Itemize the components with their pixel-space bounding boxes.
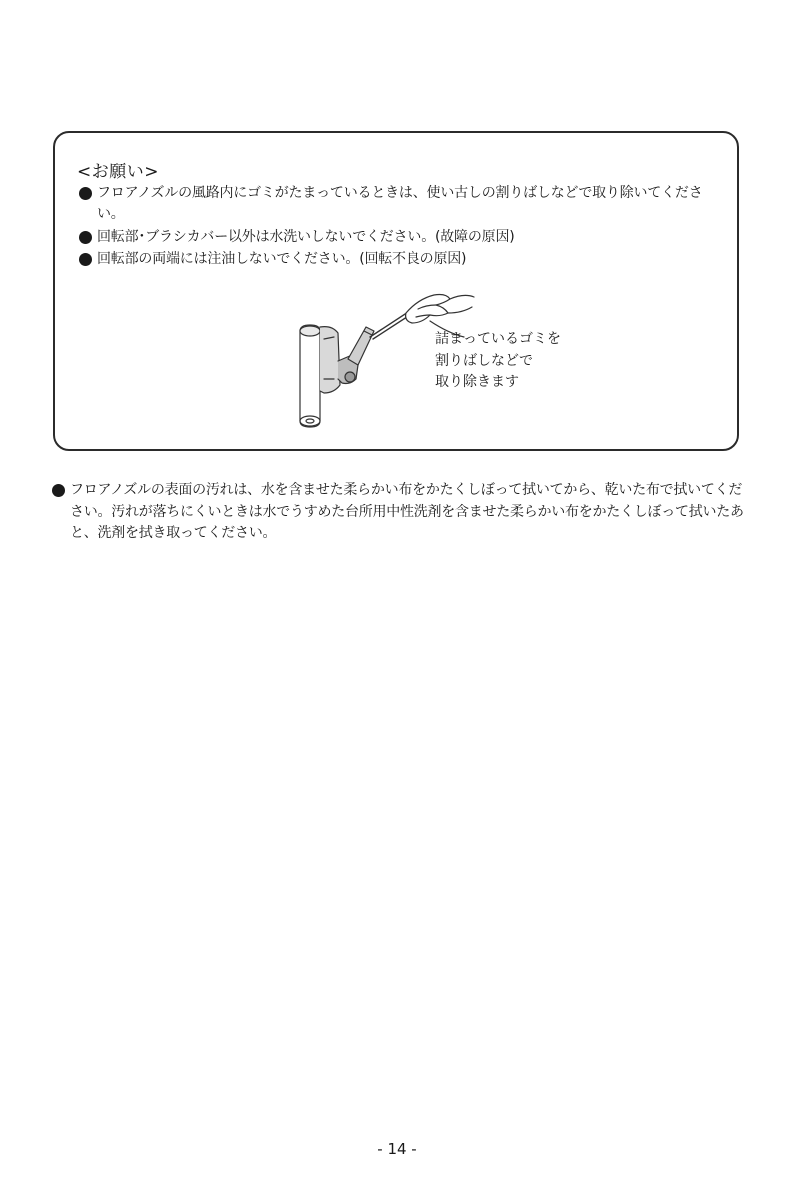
illustration-caption: 詰まっているゴミを 割りばしなどで 取り除きます <box>435 331 561 390</box>
page-number: - 14 - <box>377 1140 417 1158</box>
care-instructions-paragraph <box>52 480 746 545</box>
notice-item-text: 回転部･ブラシカバー以外は水洗いしないでください。(故障の原因) <box>97 229 515 245</box>
notice-item-text: フロアノズルの風路内にゴミがたまっているときは、使い古しの割りばしなどで取り除いてください。 <box>97 185 703 222</box>
bullet-icon <box>79 231 92 244</box>
bullet-icon <box>79 253 92 266</box>
bullet-icon <box>79 187 92 200</box>
notice-item-3 <box>79 249 719 270</box>
bullet-icon <box>52 484 65 497</box>
notice-item-2 <box>79 227 719 248</box>
notice-title: <お願い> <box>77 162 159 182</box>
notice-box <box>53 131 739 451</box>
care-instructions-text: フロアノズルの表面の汚れは、水を含ませた柔らかい布をかたくしぼって拭いてから、乾いた布で拭いてください。汚れが落ちにくいときは水でうすめた台所用中性洗剤を含ませた柔らかい布をかたくしぼって拭いたあと、洗剤を拭き取ってください。 <box>70 482 744 541</box>
notice-item-1 <box>79 183 719 225</box>
notice-item-text: 回転部の両端には注油しないでください。(回転不良の原因) <box>97 251 467 267</box>
